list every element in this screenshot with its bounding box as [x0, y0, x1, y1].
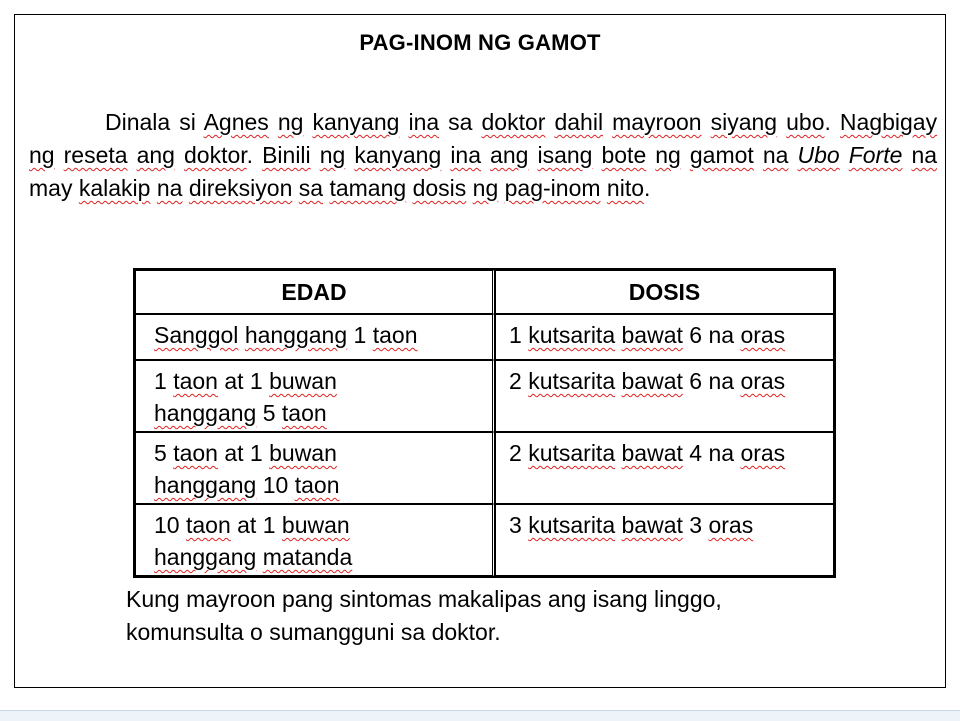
para-text: [702, 109, 711, 135]
spell-word: taon: [281, 400, 327, 426]
footer-line-2: komunsulta o sumangguni sa doktor.: [126, 619, 501, 645]
spell-word: gamot: [689, 142, 754, 168]
para-text: [55, 142, 64, 168]
para-text: .: [824, 109, 840, 135]
spell-word: nito: [606, 175, 645, 201]
para-text: [754, 142, 763, 168]
spell-word: ang: [136, 142, 175, 168]
document-title: PAG-INOM NG GAMOT: [359, 30, 601, 55]
spell-word: taon: [185, 512, 231, 538]
para-text: [481, 142, 490, 168]
header-edad: EDAD: [135, 270, 495, 314]
spell-word: oras: [740, 368, 786, 394]
cell-text: 10: [154, 512, 186, 538]
cell-text: 3: [682, 512, 709, 538]
table-row: [135, 504, 834, 576]
spell-word: kutsarita: [528, 322, 616, 348]
spell-word: ng: [277, 109, 304, 135]
para-text: Dinala si: [105, 109, 204, 135]
spell-word: buwan: [269, 368, 337, 394]
para-text: [441, 142, 450, 168]
intro-paragraph: [29, 106, 937, 205]
cell-text: at 1: [217, 440, 270, 466]
spell-word: kutsarita: [528, 440, 616, 466]
cell-edad: [135, 504, 495, 576]
footer-note: [126, 583, 836, 649]
cell-edad: [135, 360, 495, 432]
para-text: sa: [439, 109, 482, 135]
spell-word: bawat: [621, 512, 683, 538]
spell-word: sa: [298, 175, 324, 201]
spell-word: kalakip: [78, 175, 151, 201]
para-text: may: [29, 175, 79, 201]
spell-word: doktor: [184, 142, 247, 168]
window-bottom-edge: [0, 710, 960, 721]
cell-text: 2: [509, 440, 529, 466]
spell-word: oras: [740, 322, 786, 348]
spell-word: ng: [655, 142, 681, 168]
cell-dosis: [495, 504, 834, 576]
cell-text: 6 na: [682, 322, 741, 348]
cell-text: 4 na: [682, 440, 741, 466]
spell-word: hanggang: [154, 544, 257, 570]
spell-word: matanda: [262, 544, 353, 570]
cell-dosis: [495, 432, 834, 504]
spell-word: ng: [472, 175, 499, 201]
spell-word: buwan: [269, 440, 337, 466]
header-dosis: DOSIS: [495, 270, 834, 314]
spell-word: bawat: [621, 322, 683, 348]
cell-text: 3: [509, 512, 529, 538]
brand-name-word: Ubo: [797, 142, 840, 168]
spell-word: direksiyon: [188, 175, 293, 201]
cell-text: 5: [256, 400, 282, 426]
cell-text: at 1: [217, 368, 270, 394]
cell-text: 10: [256, 472, 295, 498]
spell-word: mayroon: [612, 109, 702, 135]
spell-word: pag-inom: [504, 175, 601, 201]
cell-edad: [135, 432, 495, 504]
para-text: [777, 109, 786, 135]
cell-dosis: [495, 360, 834, 432]
spell-word: doktor: [481, 109, 546, 135]
para-text: [128, 142, 137, 168]
spell-word: ubo: [786, 109, 825, 135]
cell-dosis: [495, 314, 834, 360]
spell-word: Agnes: [203, 109, 269, 135]
spell-word: na: [911, 142, 938, 168]
cell-edad: [135, 314, 495, 360]
spell-word: na: [762, 142, 789, 168]
para-text: [603, 109, 612, 135]
spell-word: Nagbigay: [839, 109, 938, 135]
table-row: [135, 314, 834, 360]
para-text: .: [644, 175, 651, 201]
para-text: [681, 142, 690, 168]
spell-word: dosis: [412, 175, 467, 201]
spell-word: taon: [173, 368, 218, 394]
spell-word: taon: [372, 322, 418, 348]
spell-word: ina: [408, 109, 440, 135]
cell-text: 5: [154, 440, 174, 466]
para-text: [269, 109, 278, 135]
spell-word: kutsarita: [528, 368, 616, 394]
spell-word: hanggang: [154, 400, 257, 426]
cell-text: 6 na: [682, 368, 741, 394]
spell-word: tamang: [329, 175, 407, 201]
table-header-row: [135, 270, 834, 314]
spell-word: Sanggol: [154, 322, 239, 348]
spell-word: reseta: [63, 142, 128, 168]
brand-name-word: Forte: [848, 142, 903, 168]
spell-word: ng: [29, 142, 55, 168]
spell-word: bote: [601, 142, 647, 168]
dosage-table: [133, 268, 836, 578]
cell-text: 1: [347, 322, 373, 348]
spell-word: kanyang: [354, 142, 442, 168]
spell-word: isang: [537, 142, 593, 168]
para-text: [175, 142, 184, 168]
spell-word: Binili: [262, 142, 311, 168]
cell-text: 1: [509, 322, 529, 348]
para-text: .: [246, 142, 263, 168]
spell-word: oras: [740, 440, 786, 466]
cell-text: 2: [509, 368, 529, 394]
para-text: [311, 142, 320, 168]
table-row: [135, 432, 834, 504]
cell-text: 1: [154, 368, 174, 394]
spell-word: hanggang: [244, 322, 348, 348]
spell-word: taon: [294, 472, 340, 498]
para-text: [345, 142, 354, 168]
spell-word: taon: [173, 440, 218, 466]
spell-word: na: [156, 175, 183, 201]
spell-word: kutsarita: [528, 512, 616, 538]
footer-line-1: Kung mayroon pang sintomas makalipas ang isang linggo,: [126, 586, 722, 612]
spell-word: kanyang: [312, 109, 400, 135]
spell-word: ang: [490, 142, 529, 168]
spell-word: ng: [319, 142, 346, 168]
spell-word: buwan: [281, 512, 350, 538]
spell-word: ina: [450, 142, 482, 168]
cell-text: at 1: [230, 512, 282, 538]
spell-word: bawat: [621, 368, 683, 394]
para-text: [840, 142, 849, 168]
para-text: [646, 142, 655, 168]
spell-word: siyang: [710, 109, 778, 135]
spell-word: oras: [708, 512, 754, 538]
table-row: [135, 360, 834, 432]
spell-word: dahil: [554, 109, 604, 135]
spell-word: bawat: [621, 440, 683, 466]
spell-word: hanggang: [154, 472, 257, 498]
